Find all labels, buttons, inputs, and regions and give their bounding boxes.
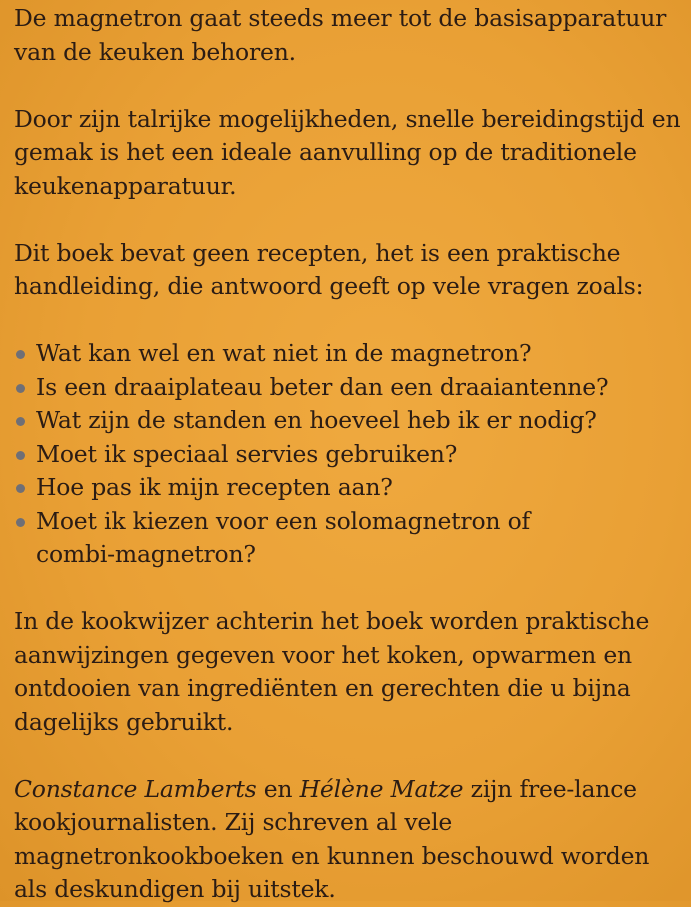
- list-item-text: Is een draaiplateau beter dan een draaiantenne?: [36, 372, 609, 401]
- list-item-text: Hoe pas ik mijn recepten aan?: [36, 473, 393, 501]
- bullet-icon: [16, 518, 25, 527]
- list-item-text: Moet ik kiezen voor een solomagnetron of: [36, 506, 531, 535]
- text-line: als deskundigen bij uitstek.: [14, 875, 336, 903]
- text-line: magnetronkookboeken en kunnen beschouwd worden: [14, 841, 650, 870]
- paragraph-spacer: [14, 203, 686, 237]
- text-line: handleiding, die antwoord geeft op vele vragen zoals:: [14, 272, 644, 300]
- list-item: [14, 337, 686, 371]
- author-name: Constance Lamberts: [14, 774, 257, 803]
- text-line: [14, 773, 686, 807]
- paragraph-spacer: [14, 739, 686, 773]
- text-line: aanwijzingen gegeven voor het koken, opwarmen en: [14, 640, 632, 669]
- bullet-icon: [16, 484, 25, 493]
- bullet-icon: [16, 384, 25, 393]
- list-item: [14, 505, 686, 572]
- bullet-icon: [16, 451, 25, 460]
- list-item: [14, 438, 686, 472]
- text-line: De magnetron gaat steeds meer tot de basisapparatuur: [14, 4, 667, 32]
- text-line: dagelijks gebruikt.: [14, 707, 234, 736]
- list-item: [14, 404, 686, 438]
- authors-paragraph: [14, 773, 686, 907]
- text-line: Door zijn talrijke mogelijkheden, snelle bereidingstijd en: [14, 104, 681, 133]
- benefits-paragraph: [14, 103, 686, 204]
- list-item-text: combi-magnetron?: [36, 540, 256, 568]
- questions-list: [14, 337, 686, 572]
- bullet-icon: [16, 417, 25, 426]
- paragraph-spacer: [14, 69, 686, 103]
- list-item-text: Wat kan wel en wat niet in de magnetron?: [36, 339, 532, 367]
- book-description-paragraph: [14, 237, 686, 304]
- list-item-text: Wat zijn de standen en hoeveel heb ik er nodig?: [36, 406, 597, 434]
- text-line: Dit boek bevat geen recepten, het is een praktische: [14, 238, 621, 267]
- list-item-text: Moet ik speciaal servies gebruiken?: [36, 439, 458, 468]
- author-connector: en: [256, 774, 300, 803]
- bullet-icon: [16, 350, 25, 359]
- text-line: In de kookwijzer achterin het boek worden praktische: [14, 607, 650, 635]
- text-line: ontdooien van ingrediënten en gerechten die u bijna: [14, 674, 631, 702]
- intro-paragraph: [14, 2, 686, 69]
- text-line: gemak is het een ideale aanvulling op de traditionele: [14, 138, 637, 166]
- author-name: Hélène Matze: [299, 774, 464, 803]
- cooking-guide-paragraph: [14, 605, 686, 739]
- text-line: van de keuken behoren.: [14, 37, 296, 66]
- list-item: [14, 371, 686, 405]
- list-item: [14, 471, 686, 505]
- back-cover-text: [14, 2, 686, 907]
- paragraph-spacer: [14, 304, 686, 338]
- text-fragment: zijn free-lance: [463, 774, 637, 803]
- text-line: keukenapparatuur.: [14, 171, 237, 200]
- paragraph-spacer: [14, 572, 686, 606]
- text-line: kookjournalisten. Zij schreven al vele: [14, 808, 453, 836]
